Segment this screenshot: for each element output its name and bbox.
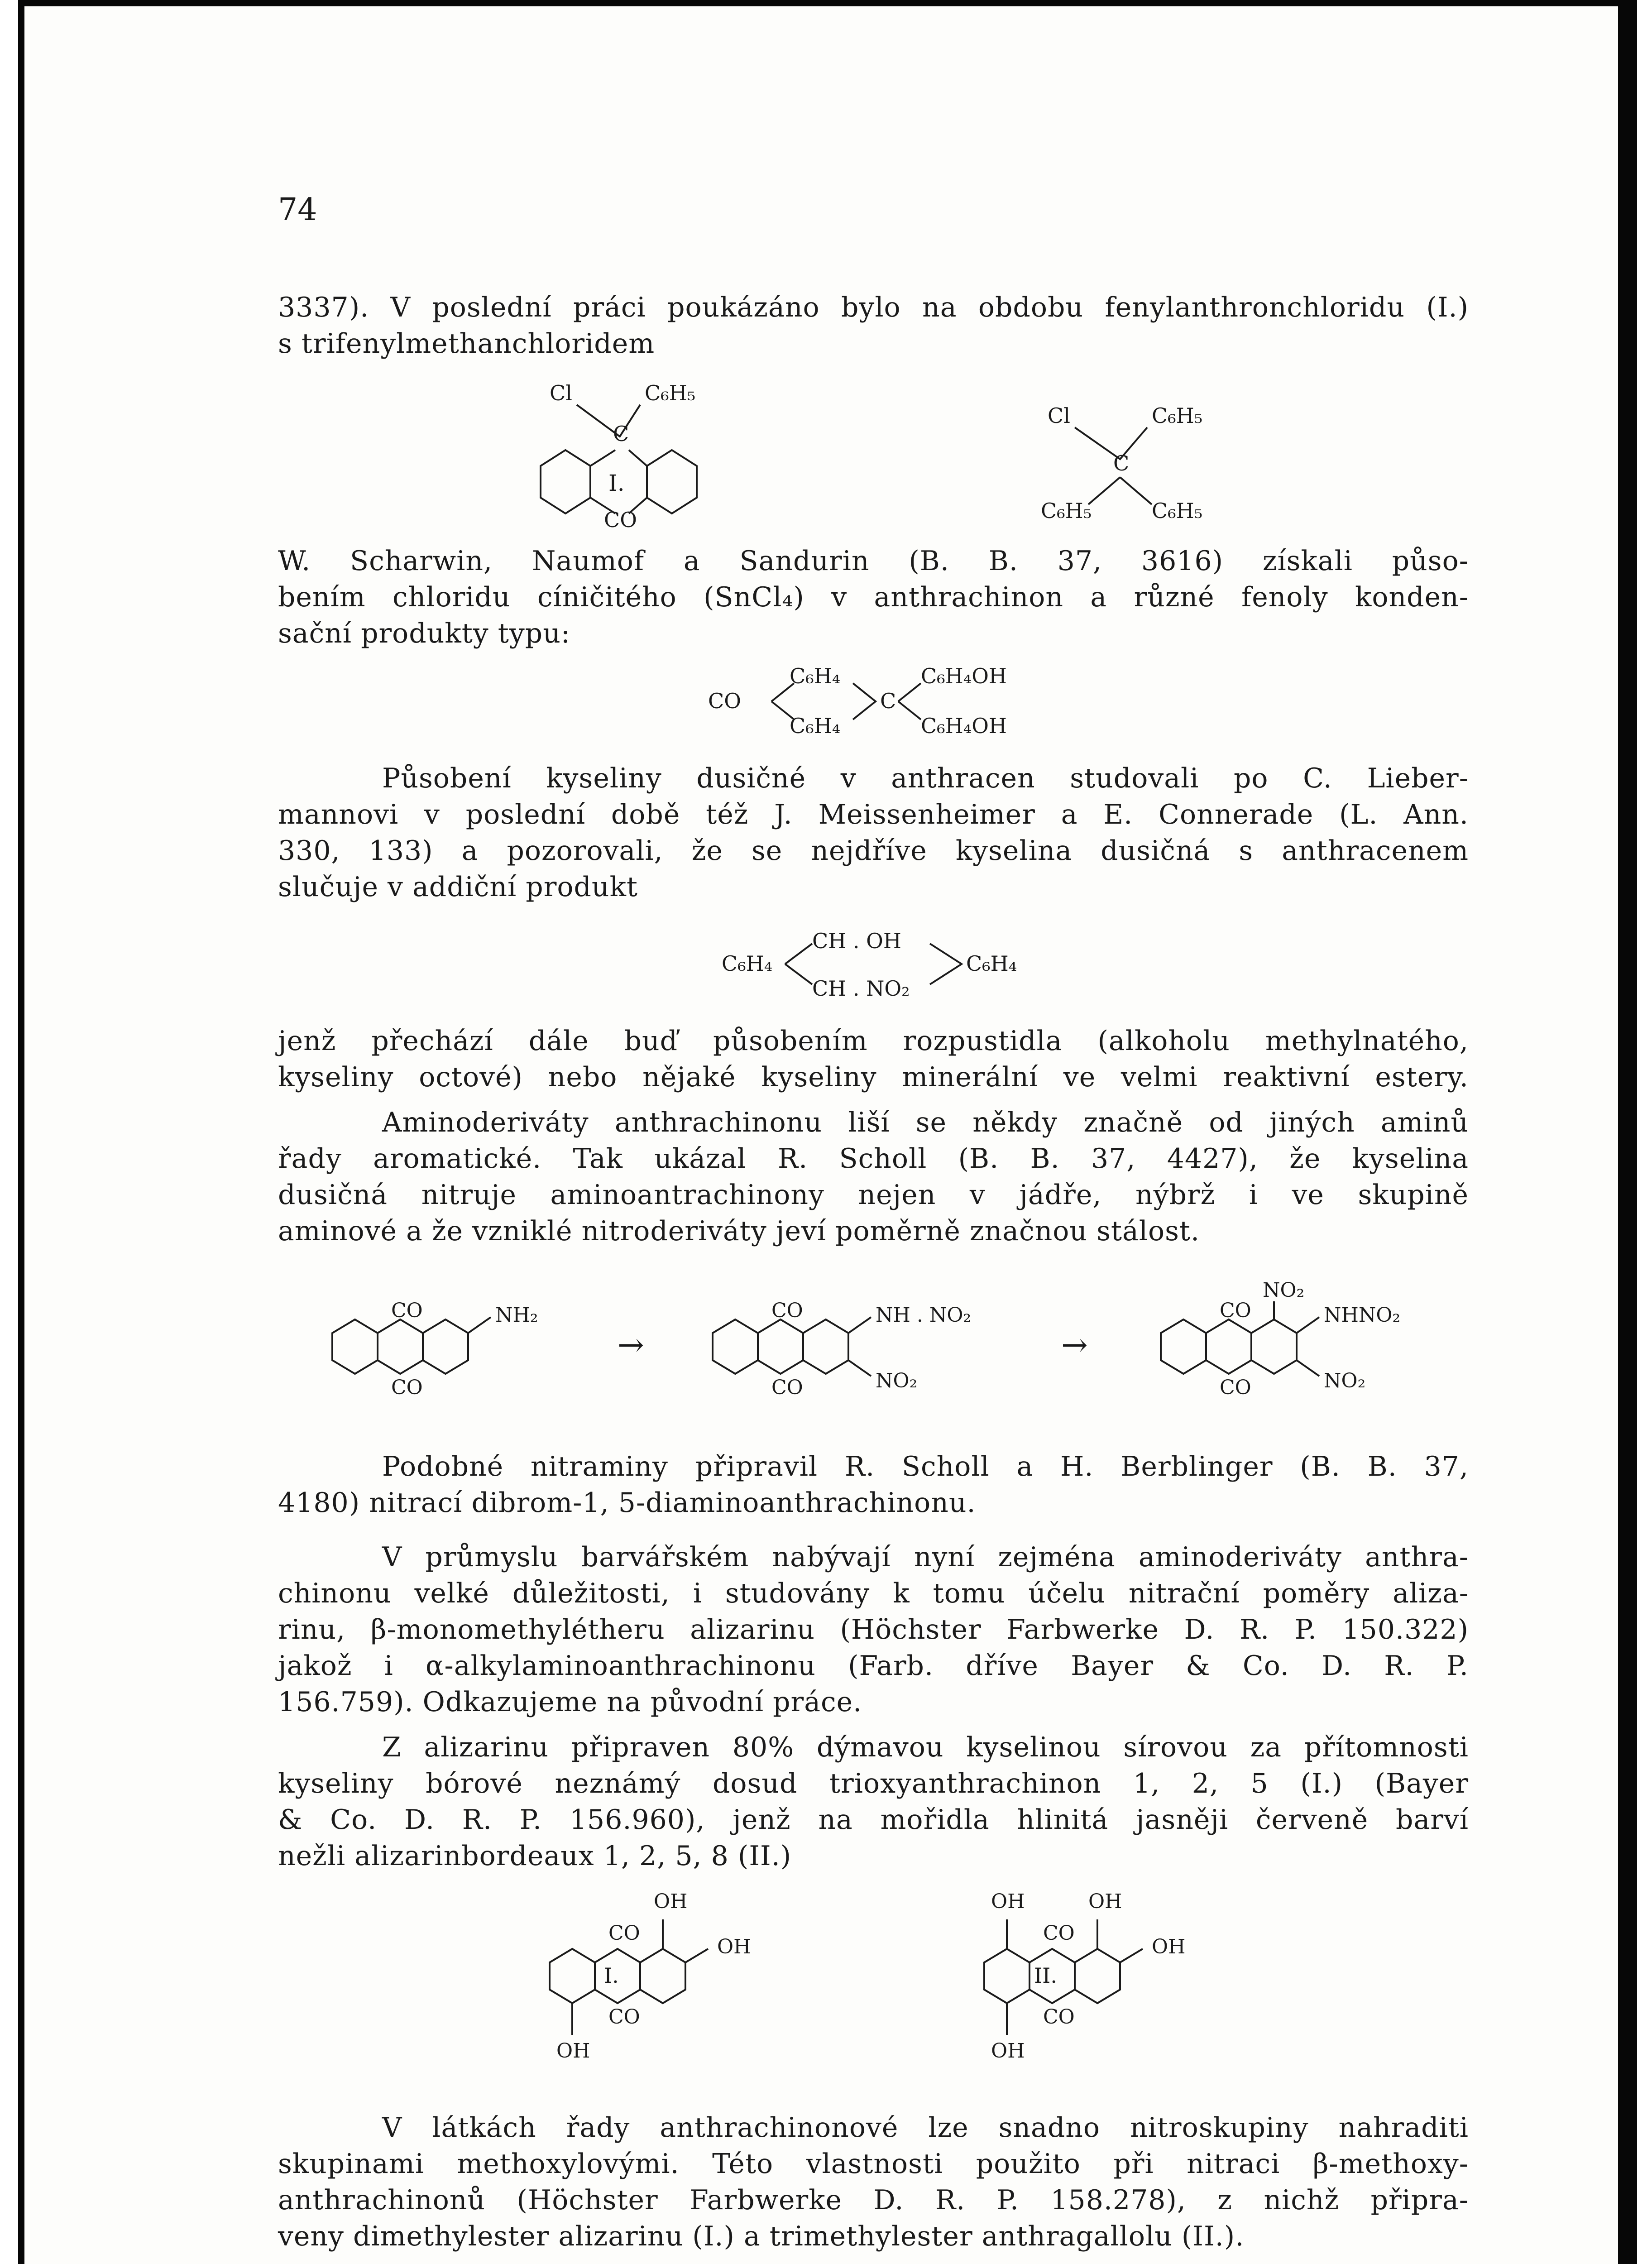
formula-label: CO [1043, 1922, 1075, 1945]
scan-border [18, 0, 1637, 2264]
paragraph-8 [278, 1729, 1469, 1874]
text-line: Aminoderiváty anthrachinonu liší se někdy značně od jiných aminů [382, 1107, 1469, 1138]
paragraph-9 [278, 2110, 1469, 2254]
formula-label: CO [391, 1376, 423, 1399]
formula-label: OH [717, 1935, 751, 1958]
formula-numeral: I. [604, 1963, 619, 1988]
formula-label: NO₂ [1263, 1279, 1305, 1302]
addition-product-formula [717, 923, 1061, 1005]
formula-label: C₆H₅ [1041, 499, 1092, 523]
formula-numeral: II. [1034, 1963, 1057, 1988]
formula-label: C [880, 689, 896, 713]
formula-label: OH [1152, 1935, 1186, 1958]
formula-label: NH . NO₂ [876, 1304, 972, 1327]
formula-label: CH . OH [812, 929, 902, 953]
ring-right [647, 450, 697, 513]
text-line: 4180) nitrací dibrom-1, 5-diaminoanthrachinonu. [278, 1487, 976, 1519]
formula-label: CO [1220, 1376, 1251, 1399]
formula-label: CO [608, 2005, 640, 2029]
text-line: chinonu velké důležitosti, i studovány k tomu účelu nitrační poměry aliza- [278, 1578, 1469, 1609]
paragraph-3 [278, 760, 1469, 905]
formula-label: CO [608, 1922, 640, 1945]
text-line: V průmyslu barvářském nabývají nyní zejména aminoderiváty anthra- [382, 1541, 1469, 1573]
text-line: bením chloridu cíničitého (SnCl₄) v anthrachinon a různé fenoly konden- [278, 581, 1469, 613]
formula-label: C₆H₄ [966, 951, 1017, 976]
anthrone-chloride-formula [522, 378, 821, 550]
text-line: 330, 133) a pozorovali, že se nejdříve kyselina dusičná s anthracenem [278, 835, 1469, 867]
formula-label: C₆H₄OH [921, 714, 1007, 738]
formula-label: C [613, 422, 629, 446]
text-line: skupinami methoxylovými. Této vlastnosti použito při nitraci β-methoxy- [278, 2148, 1469, 2180]
text-line: anthrachinonů (Höchster Farbwerke D. R. P. 158.278), z nichž připra- [278, 2184, 1469, 2216]
formula-label: NHNO₂ [1324, 1304, 1401, 1327]
text-line: kyseliny bórové neznámý dosud trioxyanthrachinon 1, 2, 5 (I.) (Bayer [278, 1768, 1469, 1799]
formula-label: NO₂ [876, 1369, 918, 1392]
page [24, 6, 1618, 2264]
formula-label: Cl [1048, 403, 1070, 428]
text-line: 156.759). Odkazujeme na původní práce. [278, 1686, 862, 1718]
formula-label: CO [771, 1376, 803, 1399]
reaction-arrow: → [618, 1326, 644, 1363]
text-line: nežli alizarinbordeaux 1, 2, 5, 8 (II.) [278, 1840, 792, 1872]
trioxyanthraquinone-structure-i [532, 1881, 812, 2094]
formula-label: OH [1088, 1890, 1122, 1913]
formula-label: NO₂ [1324, 1369, 1366, 1392]
paragraph-6 [278, 1449, 1469, 1521]
tetraoxyanthraquinone-structure-ii [966, 1881, 1247, 2094]
text-line: s trifenylmethanchloridem [278, 328, 655, 360]
formula-label: C₆H₄OH [921, 664, 1007, 688]
paragraph-1 [278, 289, 1469, 362]
formula-label: C₆H₅ [645, 381, 696, 405]
paragraph-7 [278, 1539, 1469, 1720]
page-number: 74 [278, 192, 317, 228]
formula-label: C₆H₅ [1152, 403, 1203, 428]
aminoanthraquinone-structure [332, 1317, 491, 1374]
bond-lines [577, 405, 640, 436]
formula-label: CO [1220, 1299, 1251, 1322]
formula-label: NH₂ [495, 1304, 538, 1327]
text-line: řady aromatické. Tak ukázal R. Scholl (B. B. 37, 4427), že kyselina [278, 1143, 1469, 1175]
text-line: slučuje v addiční produkt [278, 871, 638, 903]
text-line: Podobné nitraminy připravil R. Scholl a H. Berblinger (B. B. 37, [382, 1451, 1469, 1482]
formula-label: C₆H₄ [790, 664, 841, 688]
text-line: veny dimethylester alizarinu (I.) a trimethylester anthragallolu (II.). [278, 2221, 1245, 2252]
text-line: sační produkty typu: [278, 618, 571, 649]
text-line: Působení kyseliny dusičné v anthracen studovali po C. Lieber- [382, 763, 1469, 794]
paragraph-5 [278, 1104, 1469, 1249]
formula-label: OH [991, 2039, 1025, 2063]
formula-label: C₆H₅ [1152, 499, 1203, 523]
formula-label: OH [991, 1890, 1025, 1913]
trityl-chloride-formula [1039, 396, 1265, 541]
text-line: rinu, β-monomethylétheru alizarinu (Höchster Farbwerke D. R. P. 150.322) [278, 1614, 1469, 1645]
text-line: kyseliny octové) nebo nějaké kyseliny minerální ve velmi reaktivní estery. [278, 1061, 1469, 1093]
text-line: aminové a že vzniklé nitroderiváty jeví poměrně značnou stálost. [278, 1215, 1200, 1247]
formula-label: CO [604, 508, 637, 532]
nitramine-structure [713, 1317, 871, 1376]
bond-lines [930, 944, 962, 984]
bond-lines [1088, 477, 1152, 504]
paragraph-2 [278, 543, 1469, 652]
formula-label: OH [654, 1890, 688, 1913]
formula-label: C [1113, 451, 1130, 475]
text-line: mannovi v poslední době též J. Meissenheimer a E. Connerade (L. Ann. [278, 799, 1469, 830]
text-line: V látkách řady anthrachinonové lze snadno nitroskupiny nahraditi [382, 2112, 1469, 2144]
paragraph-4 [278, 1023, 1469, 1095]
bond-lines [898, 683, 921, 719]
text-line: 3337). V poslední práci poukázáno bylo na obdobu fenylanthronchloridu (I.) [278, 292, 1469, 323]
formula-label: OH [556, 2039, 590, 2063]
text-line: W. Scharwin, Naumof a Sandurin (B. B. 37, 3616) získali půso- [278, 545, 1469, 577]
condensation-product-formula [704, 658, 1066, 744]
formula-numeral: I. [608, 470, 625, 496]
formula-label: CH . NO₂ [812, 976, 910, 1001]
bond-lines [853, 683, 876, 719]
ring-left [541, 450, 590, 513]
reaction-arrow: → [1061, 1326, 1088, 1363]
text-line: jakož i α-alkylaminoanthrachinonu (Farb. dříve Bayer & Co. D. R. P. [278, 1650, 1469, 1682]
formula-label: C₆H₄ [722, 951, 773, 976]
nitramine-reaction-scheme [305, 1274, 1464, 1446]
formula-label: CO [708, 689, 741, 713]
text-line: & Co. D. R. P. 156.960), jenž na mořidla hlinitá jasněji červeně barví [278, 1804, 1469, 1836]
text-line: Z alizarinu připraven 80% dýmavou kyselinou sírovou za přítomnosti [382, 1732, 1469, 1763]
bond-lines [1075, 427, 1147, 459]
text-line: jenž přechází dále buď působením rozpustidla (alkoholu methylnatého, [278, 1025, 1469, 1057]
formula-label: CO [771, 1299, 803, 1322]
formula-label: Cl [550, 381, 572, 405]
formula-label: CO [1043, 2005, 1075, 2029]
bond-lines [785, 944, 812, 984]
formula-label: C₆H₄ [790, 714, 841, 738]
text-line: dusičná nitruje aminoantrachinony nejen v jádře, nýbrž i ve skupině [278, 1179, 1469, 1211]
formula-label: CO [391, 1299, 423, 1322]
